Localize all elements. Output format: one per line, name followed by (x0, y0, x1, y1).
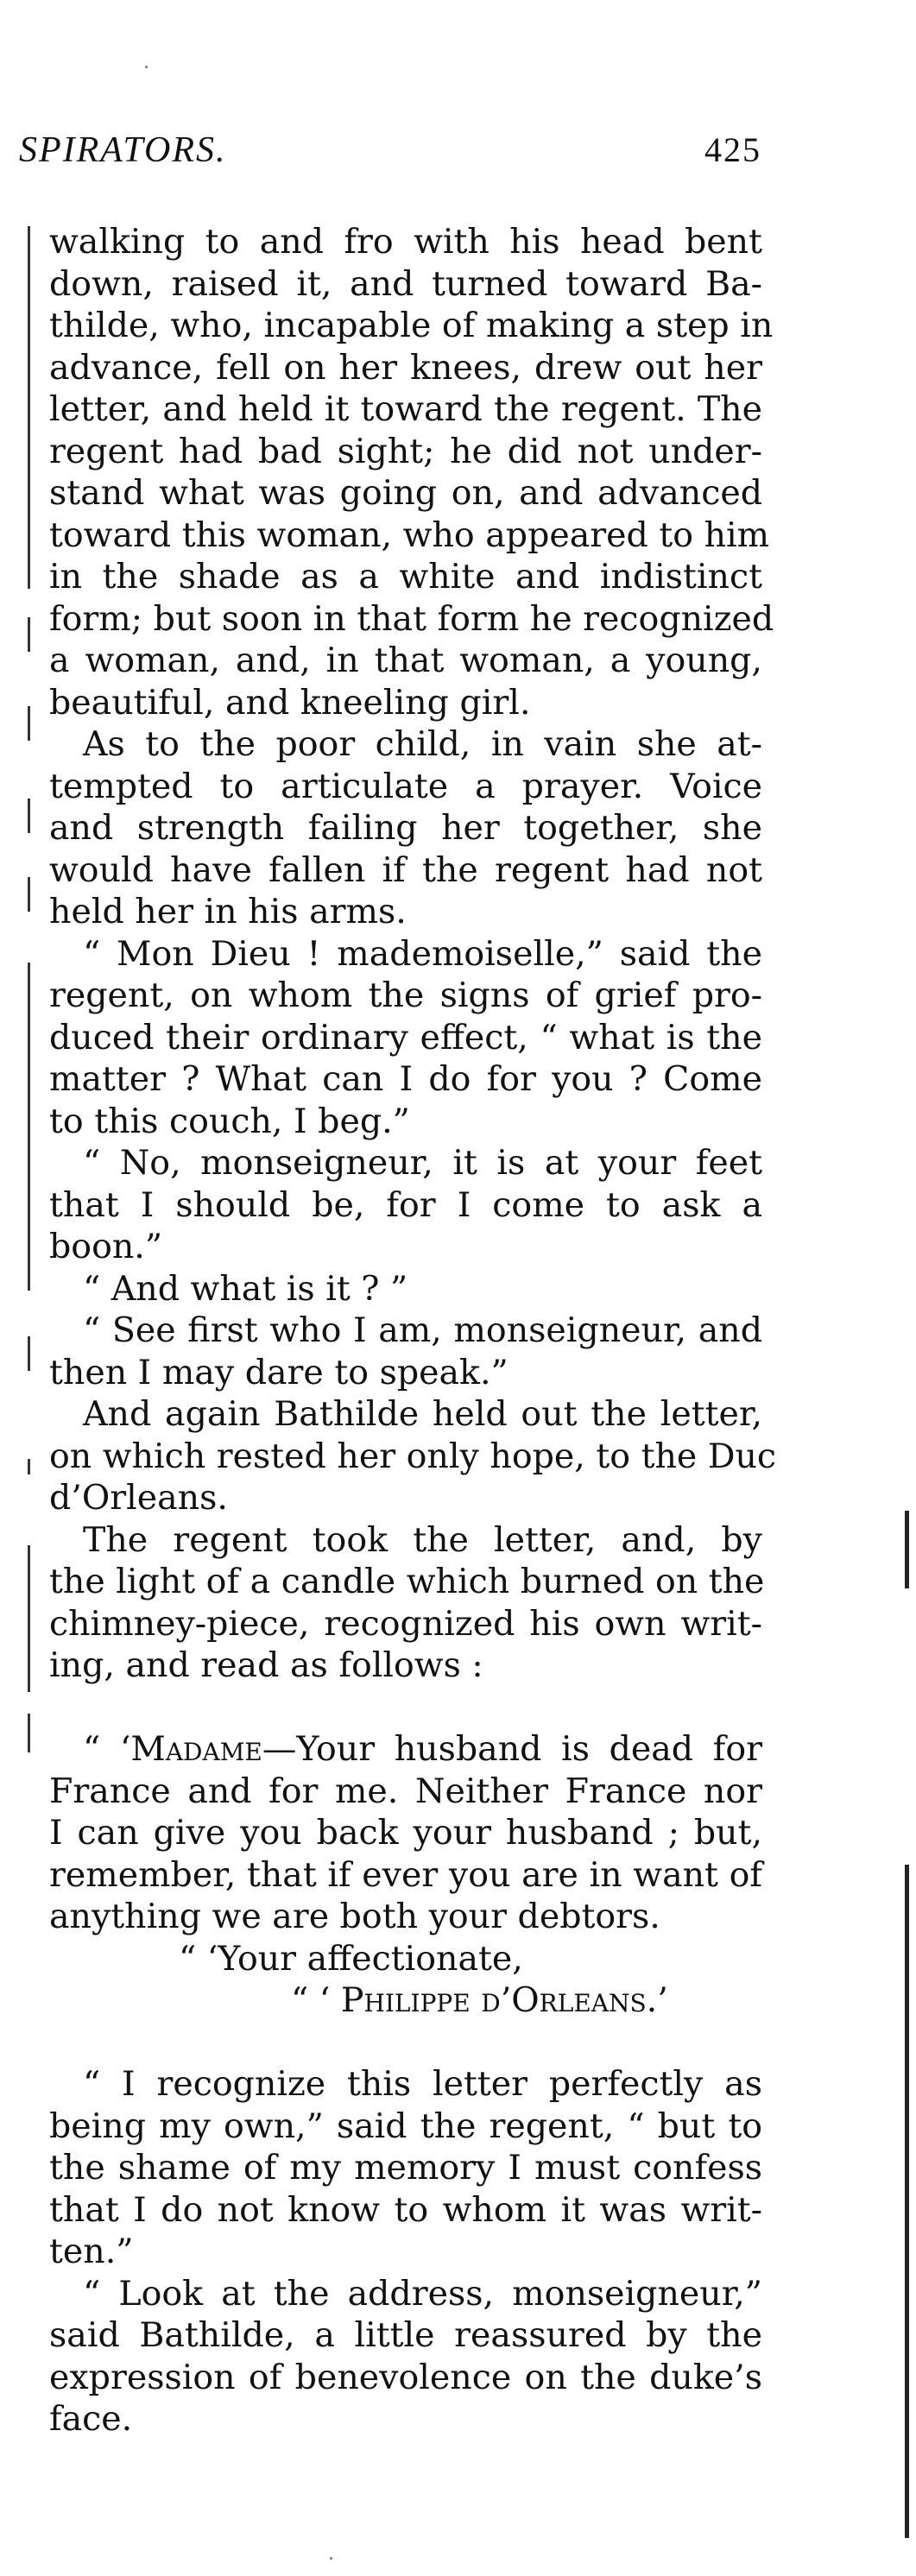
text-line: thilde, who, incapable of making a step in (49, 306, 774, 345)
page-edge-left (28, 799, 30, 833)
letter-signature (49, 1979, 762, 2022)
body-text (49, 221, 777, 2440)
page-edge-left (28, 226, 30, 589)
page-edge-left (28, 877, 30, 912)
text-line: form; but soon in that form he recognized (49, 598, 774, 639)
text-line: “ Mon Dieu ! mademoiselle,” said the (83, 933, 762, 974)
paragraph (49, 723, 762, 933)
spacer (49, 2022, 762, 2064)
text-line: tempted to articulate a prayer. Voice (49, 766, 762, 806)
text-line: The regent took the letter, and, by (83, 1519, 762, 1560)
scan-speck (145, 66, 148, 68)
paragraph (49, 1142, 762, 1268)
letter-closing: “ ‘Your affectionate, (179, 1938, 523, 1979)
spacer (49, 1687, 762, 1729)
letter-line: remember, that if ever you are in want of (49, 1854, 762, 1895)
text-line: would have fallen if the regent had not (49, 849, 762, 890)
text-line: d’Orleans. (49, 1478, 228, 1518)
text-line: then I may dare to speak.” (49, 1352, 509, 1392)
text-line: toward this woman, who appeared to him (49, 515, 770, 555)
page-edge-left (28, 1714, 30, 1752)
text-line: As to the poor child, in vain she at- (83, 724, 762, 764)
page-number: 425 (704, 130, 761, 169)
text-line: that I should be, for I come to ask a (49, 1184, 762, 1225)
text-line: chimney-piece, recognized his own writ- (49, 1603, 762, 1644)
paragraph (49, 2063, 762, 2273)
text-line: the shame of my memory I must confess (49, 2148, 762, 2188)
text-line: said Bathilde, a little reassured by the (49, 2315, 762, 2355)
running-title: SPIRATORS. (19, 130, 227, 170)
text-line: walking to and fro with his head bent (49, 222, 762, 262)
text-line: face. (49, 2399, 133, 2439)
text-line: to this couch, I beg.” (49, 1101, 410, 1141)
page-edge-left (28, 1459, 30, 1474)
letter-line (49, 1728, 762, 1771)
paragraph (49, 933, 762, 1143)
letter-line: anything we are both your debtors. (49, 1897, 660, 1936)
quoted-letter (49, 1728, 762, 2022)
text-line: being my own,” said the regent, “ but to (49, 2106, 762, 2146)
scan-speck (330, 2557, 332, 2560)
letter-line: I can give you back your husband ; but, (49, 1813, 762, 1853)
page-edge-left (28, 617, 30, 652)
text-line: held her in his arms. (49, 892, 407, 931)
text-line: “ I recognize this letter perfectly as (83, 2064, 762, 2104)
quote-mark: “ ‘ (291, 1980, 341, 2020)
paragraph (49, 1310, 762, 1393)
text-line: on which rested her only hope, to the Duc (49, 1436, 777, 1476)
paragraph (49, 1519, 765, 1687)
letter-salutation: Madame (130, 1729, 262, 1769)
text-line: letter, and held it toward the regent. The (49, 389, 762, 429)
text-line: a woman, and, in that woman, a young, (49, 641, 762, 680)
text-line: “ Look at the address, monseigneur,” (83, 2273, 762, 2314)
page-edge-right (905, 1511, 909, 1588)
text-line: “ See first who I am, monseigneur, and (83, 1310, 762, 1350)
page-edge-right (905, 1865, 909, 2538)
quote-mark: “ ‘ (83, 1729, 131, 1769)
text-line: “ And what is it ? ” (83, 1268, 408, 1309)
page-edge-left (28, 1336, 30, 1371)
paragraph (49, 1393, 777, 1519)
text-line: advance, fell on her knees, drew out her (49, 347, 762, 388)
letter-text: —Your husband is dead for (262, 1729, 762, 1769)
text-line: And again Bathilde held out the letter, (83, 1394, 762, 1434)
text-line: in the shade as a white and indistinct (49, 557, 762, 597)
text-line: that I do not know to whom it was writ- (49, 2189, 762, 2230)
paragraph (49, 2273, 762, 2440)
text-line: beautiful, and kneeling girl. (49, 682, 531, 723)
letter-line: France and for me. Neither France nor (49, 1771, 762, 1811)
text-line: expression of benevolence on the duke’s (49, 2357, 762, 2397)
text-line: down, raised it, and turned toward Ba- (49, 263, 762, 304)
text-line: ing, and read as follows : (49, 1645, 483, 1685)
text-line: “ No, monseigneur, it is at your feet (83, 1143, 762, 1183)
text-line: the light of a candle which burned on the (49, 1562, 765, 1601)
paragraph (49, 1268, 762, 1310)
text-line: and strength failing her together, she (49, 808, 762, 848)
text-line: duced their ordinary effect, “ what is the (49, 1017, 762, 1058)
text-line: regent had bad sight; he did not under- (49, 431, 762, 471)
text-line: matter ? What can I do for you ? Come (49, 1059, 762, 1099)
page-edge-left (28, 706, 30, 741)
quote-mark: ’ (657, 1980, 668, 2020)
paragraph (49, 221, 774, 723)
page-edge-left (28, 1545, 30, 1692)
signature-name: Philippe d’Orleans. (340, 1980, 658, 2020)
text-line: regent, on whom the signs of grief pro- (49, 975, 762, 1015)
page-edge-left (28, 963, 30, 1291)
text-line: boon.” (49, 1227, 163, 1266)
text-line: stand what was going on, and advanced (49, 473, 762, 513)
text-line: ten.” (49, 2232, 134, 2271)
running-header (19, 129, 761, 181)
